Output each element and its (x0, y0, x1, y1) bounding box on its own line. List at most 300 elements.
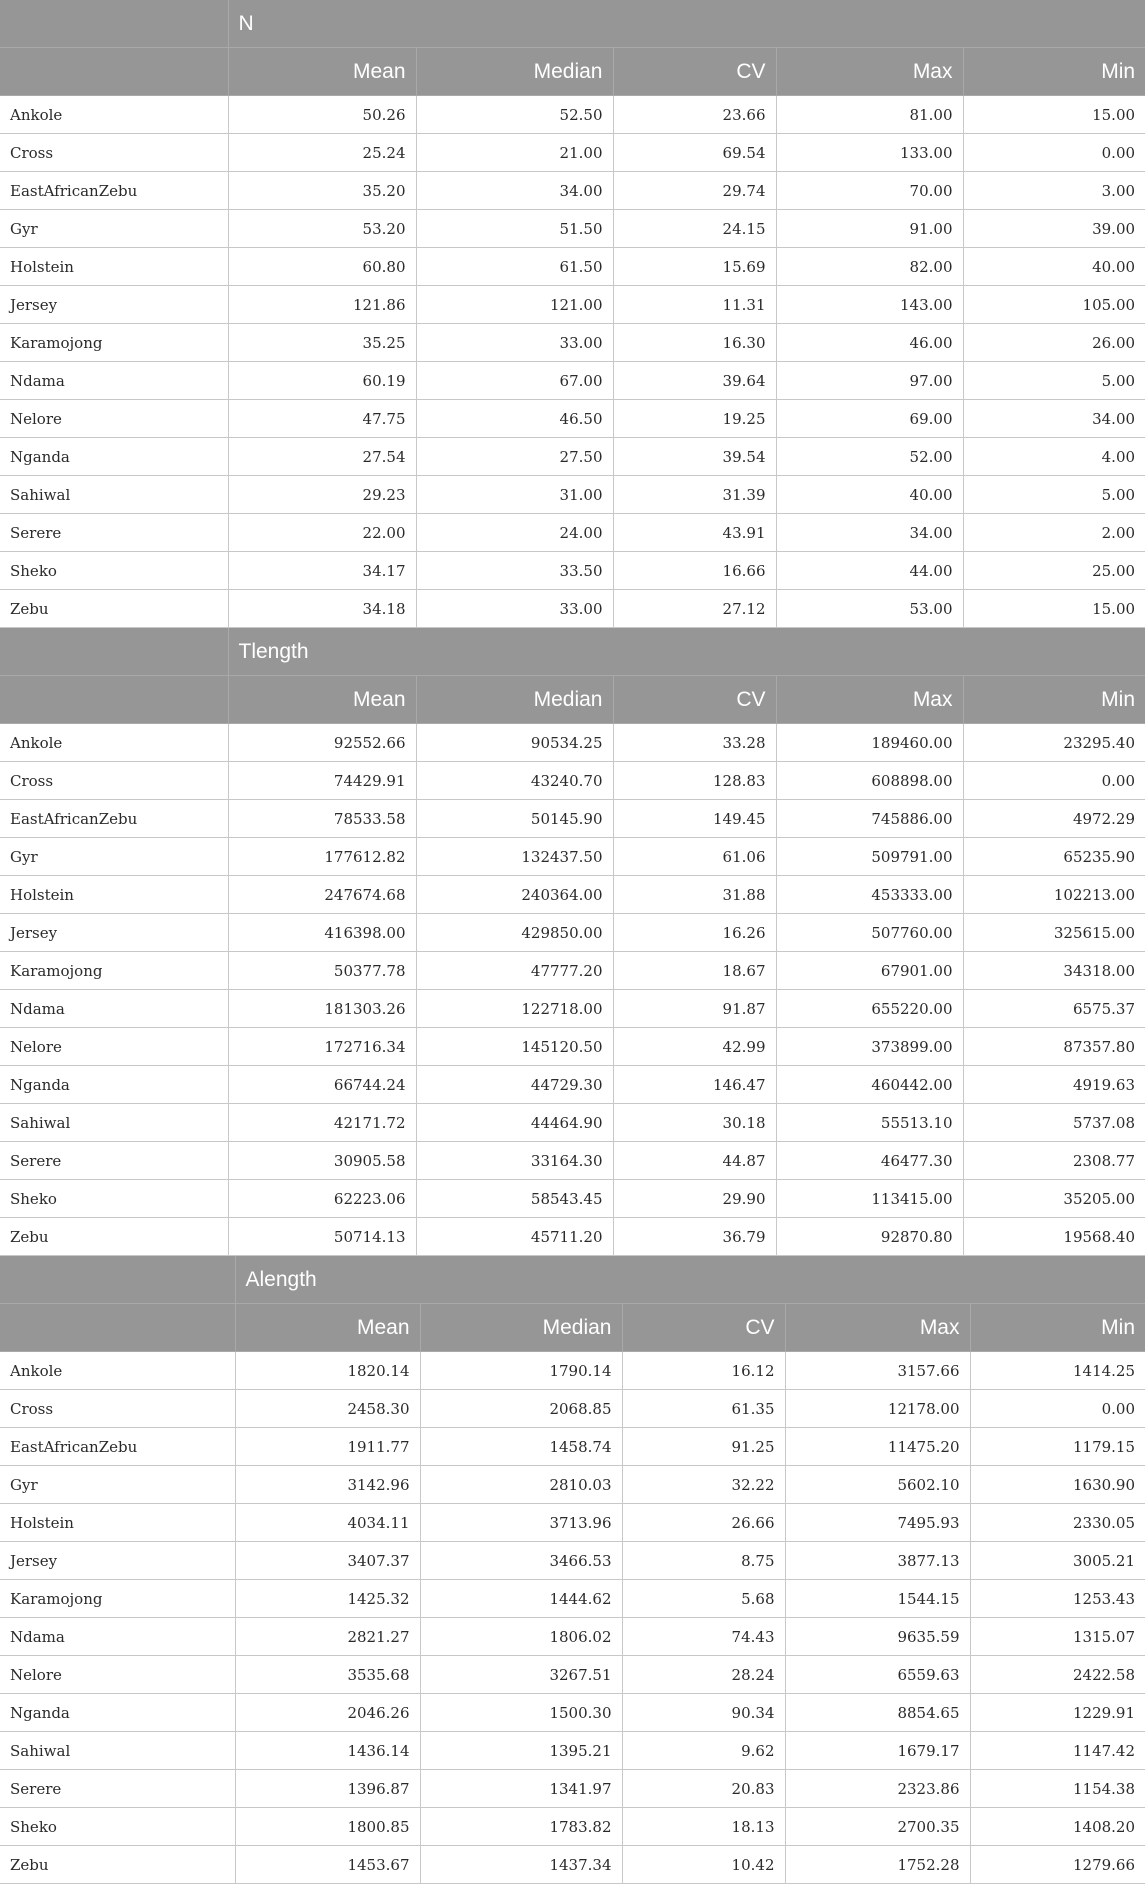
median-cell: 1444.62 (420, 1580, 622, 1618)
table-row (0, 1142, 1145, 1180)
min-cell: 2422.58 (970, 1656, 1145, 1694)
table-row (0, 952, 1145, 990)
min-cell: 34.00 (963, 400, 1145, 438)
breed-cell: Sahiwal (0, 1104, 228, 1142)
median-cell: 27.50 (416, 438, 613, 476)
cv-cell: 61.35 (622, 1390, 785, 1428)
mean-cell: 30905.58 (228, 1142, 416, 1180)
max-cell: 97.00 (776, 362, 963, 400)
mean-cell: 3142.96 (235, 1466, 420, 1504)
max-cell: 5602.10 (785, 1466, 970, 1504)
breed-cell: Zebu (0, 1218, 228, 1256)
breed-cell: Jersey (0, 1542, 235, 1580)
column-header-max: Max (776, 676, 963, 724)
max-cell: 92870.80 (776, 1218, 963, 1256)
min-cell: 15.00 (963, 590, 1145, 628)
median-cell: 90534.25 (416, 724, 613, 762)
max-cell: 55513.10 (776, 1104, 963, 1142)
breed-cell: Ndama (0, 1618, 235, 1656)
section-table-tlength (0, 628, 1145, 1256)
min-cell: 1414.25 (970, 1352, 1145, 1390)
column-header-mean: Mean (228, 676, 416, 724)
cv-cell: 31.88 (613, 876, 776, 914)
breed-cell: Holstein (0, 1504, 235, 1542)
breed-cell: Serere (0, 514, 228, 552)
section-body (0, 724, 1145, 1256)
median-cell: 1790.14 (420, 1352, 622, 1390)
column-header-row (0, 1304, 1145, 1352)
breed-cell: Gyr (0, 838, 228, 876)
table-row (0, 514, 1145, 552)
median-cell: 24.00 (416, 514, 613, 552)
min-cell: 15.00 (963, 96, 1145, 134)
table-row (0, 876, 1145, 914)
mean-cell: 172716.34 (228, 1028, 416, 1066)
section-title-alength: Alength (235, 1256, 1145, 1304)
table-row (0, 1732, 1145, 1770)
breed-cell: Gyr (0, 1466, 235, 1504)
mean-cell: 47.75 (228, 400, 416, 438)
max-cell: 9635.59 (785, 1618, 970, 1656)
median-cell: 44729.30 (416, 1066, 613, 1104)
breed-cell: Sheko (0, 552, 228, 590)
table-row (0, 476, 1145, 514)
min-cell: 6575.37 (963, 990, 1145, 1028)
max-cell: 745886.00 (776, 800, 963, 838)
median-cell: 33.50 (416, 552, 613, 590)
breed-cell: Karamojong (0, 952, 228, 990)
median-cell: 3267.51 (420, 1656, 622, 1694)
min-cell: 40.00 (963, 248, 1145, 286)
cv-cell: 42.99 (613, 1028, 776, 1066)
max-cell: 46477.30 (776, 1142, 963, 1180)
section-title-n: N (228, 0, 1145, 48)
table-row (0, 172, 1145, 210)
column-header-cv: CV (622, 1304, 785, 1352)
min-cell: 1315.07 (970, 1618, 1145, 1656)
mean-cell: 34.17 (228, 552, 416, 590)
max-cell: 81.00 (776, 96, 963, 134)
max-cell: 69.00 (776, 400, 963, 438)
mean-cell: 22.00 (228, 514, 416, 552)
breed-cell: Sahiwal (0, 476, 228, 514)
breed-cell: EastAfricanZebu (0, 1428, 235, 1466)
table-row (0, 914, 1145, 952)
column-header-max: Max (776, 48, 963, 96)
cv-cell: 29.74 (613, 172, 776, 210)
min-cell: 4919.63 (963, 1066, 1145, 1104)
min-cell: 4972.29 (963, 800, 1145, 838)
max-cell: 44.00 (776, 552, 963, 590)
column-header-min: Min (963, 676, 1145, 724)
table-row (0, 724, 1145, 762)
cv-cell: 146.47 (613, 1066, 776, 1104)
cv-cell: 69.54 (613, 134, 776, 172)
column-header-min: Min (963, 48, 1145, 96)
breed-cell: Ankole (0, 724, 228, 762)
breed-cell: Jersey (0, 286, 228, 324)
breed-cell: Serere (0, 1142, 228, 1180)
cv-cell: 149.45 (613, 800, 776, 838)
table-row (0, 1656, 1145, 1694)
median-cell: 1806.02 (420, 1618, 622, 1656)
min-cell: 1147.42 (970, 1732, 1145, 1770)
min-cell: 4.00 (963, 438, 1145, 476)
cv-cell: 91.87 (613, 990, 776, 1028)
mean-cell: 27.54 (228, 438, 416, 476)
median-cell: 67.00 (416, 362, 613, 400)
cv-cell: 90.34 (622, 1694, 785, 1732)
table-row (0, 1618, 1145, 1656)
min-cell: 1253.43 (970, 1580, 1145, 1618)
max-cell: 12178.00 (785, 1390, 970, 1428)
table-row (0, 286, 1145, 324)
table-row (0, 438, 1145, 476)
table-row (0, 1466, 1145, 1504)
breed-cell: Sahiwal (0, 1732, 235, 1770)
mean-cell: 74429.91 (228, 762, 416, 800)
median-cell: 3713.96 (420, 1504, 622, 1542)
header-blank-cell (0, 676, 228, 724)
breed-cell: Cross (0, 1390, 235, 1428)
mean-cell: 1425.32 (235, 1580, 420, 1618)
cv-cell: 19.25 (613, 400, 776, 438)
table-row (0, 362, 1145, 400)
table-row (0, 1218, 1145, 1256)
max-cell: 460442.00 (776, 1066, 963, 1104)
max-cell: 70.00 (776, 172, 963, 210)
mean-cell: 29.23 (228, 476, 416, 514)
median-cell: 1341.97 (420, 1770, 622, 1808)
min-cell: 102213.00 (963, 876, 1145, 914)
breed-cell: Ankole (0, 1352, 235, 1390)
table-row (0, 134, 1145, 172)
min-cell: 1154.38 (970, 1770, 1145, 1808)
breed-cell: Ndama (0, 990, 228, 1028)
table-row (0, 590, 1145, 628)
cv-cell: 44.87 (613, 1142, 776, 1180)
breed-cell: Zebu (0, 590, 228, 628)
column-header-mean: Mean (235, 1304, 420, 1352)
median-cell: 46.50 (416, 400, 613, 438)
max-cell: 7495.93 (785, 1504, 970, 1542)
table-row (0, 1066, 1145, 1104)
cv-cell: 39.54 (613, 438, 776, 476)
median-cell: 240364.00 (416, 876, 613, 914)
median-cell: 132437.50 (416, 838, 613, 876)
max-cell: 40.00 (776, 476, 963, 514)
mean-cell: 60.19 (228, 362, 416, 400)
breed-cell: Ndama (0, 362, 228, 400)
max-cell: 8854.65 (785, 1694, 970, 1732)
mean-cell: 50.26 (228, 96, 416, 134)
max-cell: 1752.28 (785, 1846, 970, 1884)
column-header-median: Median (420, 1304, 622, 1352)
mean-cell: 247674.68 (228, 876, 416, 914)
min-cell: 26.00 (963, 324, 1145, 362)
breed-cell: EastAfricanZebu (0, 800, 228, 838)
cv-cell: 61.06 (613, 838, 776, 876)
column-header-cv: CV (613, 48, 776, 96)
max-cell: 509791.00 (776, 838, 963, 876)
min-cell: 5737.08 (963, 1104, 1145, 1142)
breed-cell: Serere (0, 1770, 235, 1808)
min-cell: 2330.05 (970, 1504, 1145, 1542)
mean-cell: 121.86 (228, 286, 416, 324)
table-row (0, 1352, 1145, 1390)
cv-cell: 26.66 (622, 1504, 785, 1542)
min-cell: 2308.77 (963, 1142, 1145, 1180)
median-cell: 43240.70 (416, 762, 613, 800)
mean-cell: 53.20 (228, 210, 416, 248)
mean-cell: 62223.06 (228, 1180, 416, 1218)
cv-cell: 29.90 (613, 1180, 776, 1218)
cv-cell: 27.12 (613, 590, 776, 628)
mean-cell: 2821.27 (235, 1618, 420, 1656)
mean-cell: 1396.87 (235, 1770, 420, 1808)
mean-cell: 1800.85 (235, 1808, 420, 1846)
table-row (0, 1542, 1145, 1580)
cv-cell: 30.18 (613, 1104, 776, 1142)
max-cell: 113415.00 (776, 1180, 963, 1218)
max-cell: 1544.15 (785, 1580, 970, 1618)
breed-cell: Karamojong (0, 1580, 235, 1618)
min-cell: 19568.40 (963, 1218, 1145, 1256)
table-row (0, 1770, 1145, 1808)
min-cell: 0.00 (963, 762, 1145, 800)
table-row (0, 1180, 1145, 1218)
median-cell: 145120.50 (416, 1028, 613, 1066)
header-blank-cell (0, 0, 228, 48)
min-cell: 325615.00 (963, 914, 1145, 952)
mean-cell: 2458.30 (235, 1390, 420, 1428)
table-row (0, 1428, 1145, 1466)
min-cell: 3005.21 (970, 1542, 1145, 1580)
max-cell: 91.00 (776, 210, 963, 248)
max-cell: 507760.00 (776, 914, 963, 952)
cv-cell: 11.31 (613, 286, 776, 324)
median-cell: 58543.45 (416, 1180, 613, 1218)
min-cell: 1179.15 (970, 1428, 1145, 1466)
max-cell: 11475.20 (785, 1428, 970, 1466)
median-cell: 61.50 (416, 248, 613, 286)
cv-cell: 18.13 (622, 1808, 785, 1846)
section-body (0, 96, 1145, 628)
breed-cell: Cross (0, 762, 228, 800)
breed-cell: Nganda (0, 438, 228, 476)
mean-cell: 25.24 (228, 134, 416, 172)
median-cell: 47777.20 (416, 952, 613, 990)
max-cell: 373899.00 (776, 1028, 963, 1066)
min-cell: 87357.80 (963, 1028, 1145, 1066)
median-cell: 1458.74 (420, 1428, 622, 1466)
min-cell: 1229.91 (970, 1694, 1145, 1732)
max-cell: 53.00 (776, 590, 963, 628)
section-body (0, 1352, 1145, 1884)
mean-cell: 2046.26 (235, 1694, 420, 1732)
mean-cell: 416398.00 (228, 914, 416, 952)
cv-cell: 10.42 (622, 1846, 785, 1884)
max-cell: 453333.00 (776, 876, 963, 914)
min-cell: 65235.90 (963, 838, 1145, 876)
median-cell: 2810.03 (420, 1466, 622, 1504)
column-header-cv: CV (613, 676, 776, 724)
median-cell: 50145.90 (416, 800, 613, 838)
max-cell: 133.00 (776, 134, 963, 172)
median-cell: 33.00 (416, 324, 613, 362)
mean-cell: 3407.37 (235, 1542, 420, 1580)
table-row (0, 324, 1145, 362)
median-cell: 2068.85 (420, 1390, 622, 1428)
group-header-row (0, 0, 1145, 48)
section-table-n (0, 0, 1145, 628)
breed-cell: Zebu (0, 1846, 235, 1884)
group-header-row (0, 1256, 1145, 1304)
mean-cell: 3535.68 (235, 1656, 420, 1694)
median-cell: 51.50 (416, 210, 613, 248)
section-table-alength (0, 1256, 1145, 1884)
breed-cell: Holstein (0, 248, 228, 286)
median-cell: 44464.90 (416, 1104, 613, 1142)
mean-cell: 4034.11 (235, 1504, 420, 1542)
breed-cell: Ankole (0, 96, 228, 134)
cv-cell: 16.26 (613, 914, 776, 952)
breed-cell: Jersey (0, 914, 228, 952)
column-header-row (0, 48, 1145, 96)
min-cell: 105.00 (963, 286, 1145, 324)
max-cell: 608898.00 (776, 762, 963, 800)
column-header-max: Max (785, 1304, 970, 1352)
mean-cell: 78533.58 (228, 800, 416, 838)
max-cell: 3157.66 (785, 1352, 970, 1390)
mean-cell: 35.20 (228, 172, 416, 210)
table-row (0, 552, 1145, 590)
max-cell: 2323.86 (785, 1770, 970, 1808)
cv-cell: 24.15 (613, 210, 776, 248)
min-cell: 23295.40 (963, 724, 1145, 762)
breed-cell: Nelore (0, 1656, 235, 1694)
header-blank-cell (0, 1256, 235, 1304)
table-row (0, 210, 1145, 248)
max-cell: 67901.00 (776, 952, 963, 990)
median-cell: 33.00 (416, 590, 613, 628)
max-cell: 1679.17 (785, 1732, 970, 1770)
max-cell: 52.00 (776, 438, 963, 476)
table-row (0, 762, 1145, 800)
breed-cell: Nganda (0, 1066, 228, 1104)
median-cell: 34.00 (416, 172, 613, 210)
mean-cell: 1436.14 (235, 1732, 420, 1770)
mean-cell: 1453.67 (235, 1846, 420, 1884)
max-cell: 143.00 (776, 286, 963, 324)
breed-cell: Cross (0, 134, 228, 172)
breed-cell: Nganda (0, 1694, 235, 1732)
median-cell: 121.00 (416, 286, 613, 324)
min-cell: 5.00 (963, 362, 1145, 400)
max-cell: 82.00 (776, 248, 963, 286)
min-cell: 2.00 (963, 514, 1145, 552)
max-cell: 6559.63 (785, 1656, 970, 1694)
cv-cell: 74.43 (622, 1618, 785, 1656)
min-cell: 1630.90 (970, 1466, 1145, 1504)
table-row (0, 1694, 1145, 1732)
breed-cell: Sheko (0, 1808, 235, 1846)
breed-cell: Sheko (0, 1180, 228, 1218)
column-header-median: Median (416, 48, 613, 96)
max-cell: 655220.00 (776, 990, 963, 1028)
cv-cell: 43.91 (613, 514, 776, 552)
breed-cell: Karamojong (0, 324, 228, 362)
cv-cell: 16.12 (622, 1352, 785, 1390)
cv-cell: 9.62 (622, 1732, 785, 1770)
breed-cell: Gyr (0, 210, 228, 248)
min-cell: 34318.00 (963, 952, 1145, 990)
cv-cell: 28.24 (622, 1656, 785, 1694)
median-cell: 1783.82 (420, 1808, 622, 1846)
cv-cell: 5.68 (622, 1580, 785, 1618)
cv-cell: 32.22 (622, 1466, 785, 1504)
max-cell: 34.00 (776, 514, 963, 552)
min-cell: 5.00 (963, 476, 1145, 514)
column-header-min: Min (970, 1304, 1145, 1352)
table-row (0, 1390, 1145, 1428)
median-cell: 3466.53 (420, 1542, 622, 1580)
table-row (0, 1504, 1145, 1542)
median-cell: 45711.20 (416, 1218, 613, 1256)
mean-cell: 1911.77 (235, 1428, 420, 1466)
median-cell: 429850.00 (416, 914, 613, 952)
cv-cell: 36.79 (613, 1218, 776, 1256)
min-cell: 1408.20 (970, 1808, 1145, 1846)
cv-cell: 20.83 (622, 1770, 785, 1808)
cv-cell: 39.64 (613, 362, 776, 400)
median-cell: 1500.30 (420, 1694, 622, 1732)
min-cell: 39.00 (963, 210, 1145, 248)
cv-cell: 33.28 (613, 724, 776, 762)
table-row (0, 96, 1145, 134)
breed-cell: EastAfricanZebu (0, 172, 228, 210)
median-cell: 31.00 (416, 476, 613, 514)
max-cell: 2700.35 (785, 1808, 970, 1846)
mean-cell: 1820.14 (235, 1352, 420, 1390)
table-row (0, 990, 1145, 1028)
mean-cell: 66744.24 (228, 1066, 416, 1104)
median-cell: 1395.21 (420, 1732, 622, 1770)
breed-cell: Nelore (0, 1028, 228, 1066)
mean-cell: 50377.78 (228, 952, 416, 990)
max-cell: 46.00 (776, 324, 963, 362)
cv-cell: 23.66 (613, 96, 776, 134)
mean-cell: 60.80 (228, 248, 416, 286)
column-header-median: Median (416, 676, 613, 724)
breed-cell: Nelore (0, 400, 228, 438)
cv-cell: 16.66 (613, 552, 776, 590)
min-cell: 0.00 (963, 134, 1145, 172)
median-cell: 52.50 (416, 96, 613, 134)
section-title-tlength: Tlength (228, 628, 1145, 676)
min-cell: 1279.66 (970, 1846, 1145, 1884)
median-cell: 122718.00 (416, 990, 613, 1028)
table-row (0, 838, 1145, 876)
min-cell: 25.00 (963, 552, 1145, 590)
median-cell: 33164.30 (416, 1142, 613, 1180)
mean-cell: 42171.72 (228, 1104, 416, 1142)
table-row (0, 1028, 1145, 1066)
min-cell: 3.00 (963, 172, 1145, 210)
cv-cell: 128.83 (613, 762, 776, 800)
min-cell: 35205.00 (963, 1180, 1145, 1218)
cv-cell: 15.69 (613, 248, 776, 286)
